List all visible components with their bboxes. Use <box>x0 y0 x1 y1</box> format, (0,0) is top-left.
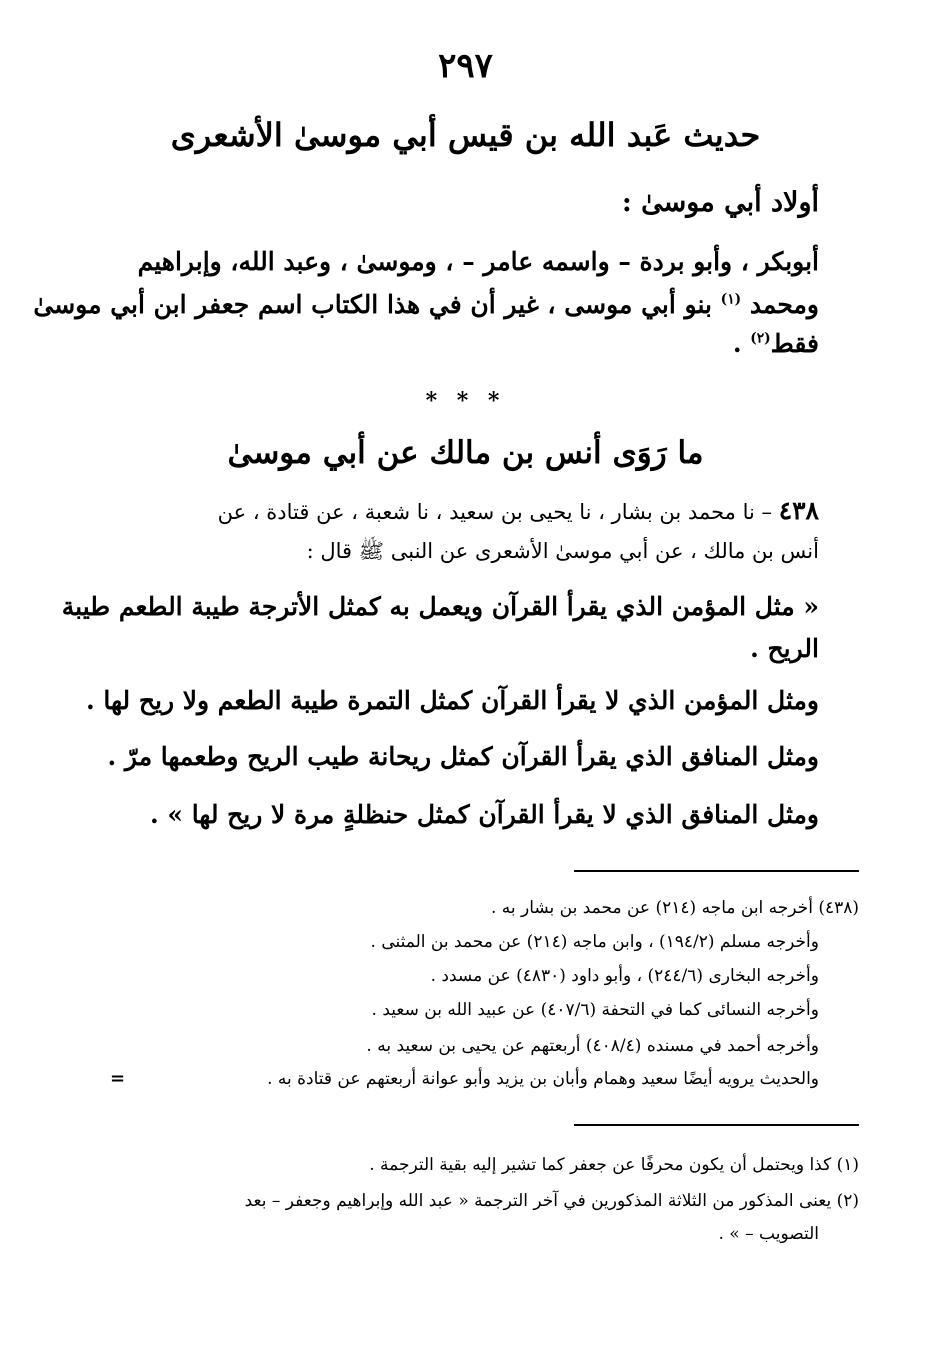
footnote-divider <box>574 1124 859 1126</box>
takhrij-line: وأخرجه أحمد في مسنده (٤٠٨/٤) أربعتهم عن يحيى بن سعيد به . <box>366 1036 819 1056</box>
footnote-line: (١) كذا ويحتمل أن يكون محرفًا عن جعفر كما تشير إليه بقية الترجمة . <box>369 1155 859 1175</box>
hadith-text-line: « مثل المؤمن الذي يقرأ القرآن ويعمل به كمثل الأترجة طيبة الطعم طيبة <box>61 592 819 621</box>
footnote-divider <box>574 870 859 872</box>
hadith-text-line: الريح . <box>750 634 819 663</box>
hadith-text-line: ومثل المنافق الذي يقرأ القرآن كمثل ريحانة طيب الريح وطعمها مرّ . <box>107 742 819 771</box>
children-text-line: أبوبكر ، وأبو بردة – واسمه عامر – ، وموسىٰ ، وعبد الله، وإبراهيم <box>137 247 819 276</box>
hadith-text-line: ومثل المنافق الذي لا يقرأ القرآن كمثل حنظلةٍ مرة لا ريح لها » . <box>149 800 819 829</box>
continuation-mark: = <box>110 1068 126 1089</box>
takhrij-line: وأخرجه مسلم (١٩٤/٢) ، وابن ماجه (٢١٤) عن محمد بن المثنى . <box>370 932 819 952</box>
takhrij-line: وأخرجه البخارى (٢٤٤/٦) ، وأبو داود (٤٨٣٠) عن مسدد . <box>430 966 819 986</box>
children-heading: أولاد أبي موسىٰ : <box>621 187 819 218</box>
subsection-title: ما رَوَى أنس بن مالك عن أبي موسىٰ <box>227 435 704 471</box>
children-text-line <box>33 290 819 319</box>
children-text-segment: فقط <box>770 329 819 358</box>
section-title: حديث عَبد الله بن قيس أبي موسىٰ الأشعرى <box>170 116 761 154</box>
takhrij-line: (٤٣٨) أخرجه ابن ماجه (٢١٤) عن محمد بن بشار به . <box>490 898 859 918</box>
takhrij-line: وأخرجه النسائى كما في التحفة (٤٠٧/٦) عن عبيد الله بن سعيد . <box>371 1000 819 1020</box>
footnote-line: التصويب – » . <box>718 1224 819 1244</box>
isnad-line: أنس بن مالك ، عن أبي موسىٰ الأشعرى عن النبى ﷺ قال : <box>306 539 819 563</box>
footnote-ref: (٢) <box>750 330 771 347</box>
footnote-line: (٢) يعنى المذكور من الثلاثة المذكورين في آخر الترجمة « عبد الله وإبراهيم وجعفر – بعد <box>244 1191 859 1211</box>
isnad-line <box>218 496 819 525</box>
children-text-line <box>733 329 819 358</box>
hadith-number: ٤٣٨ <box>778 496 819 525</box>
page-number: ٢٩٧ <box>438 46 493 86</box>
footnote-ref: (١) <box>720 291 742 308</box>
children-text-segment: . <box>732 329 742 358</box>
section-separator: * * * <box>425 388 506 414</box>
hadith-text-line: ومثل المؤمن الذي لا يقرأ القرآن كمثل التمرة طيبة الطعم ولا ريح لها . <box>85 686 819 715</box>
takhrij-line: والحديث يرويه أيضًا سعيد وهمام وأبان بن يزيد وأبو عوانة أربعتهم عن قتادة به . <box>267 1069 819 1089</box>
children-text-segment: بنو أبي موسى ، غير أن في هذا الكتاب اسم جعفر ابن أبي موسىٰ <box>33 290 712 319</box>
children-text-segment: ومحمد <box>749 290 819 319</box>
isnad-text: – نا محمد بن بشار ، نا يحيى بن سعيد ، نا شعبة ، عن قتادة ، عن <box>217 500 773 524</box>
